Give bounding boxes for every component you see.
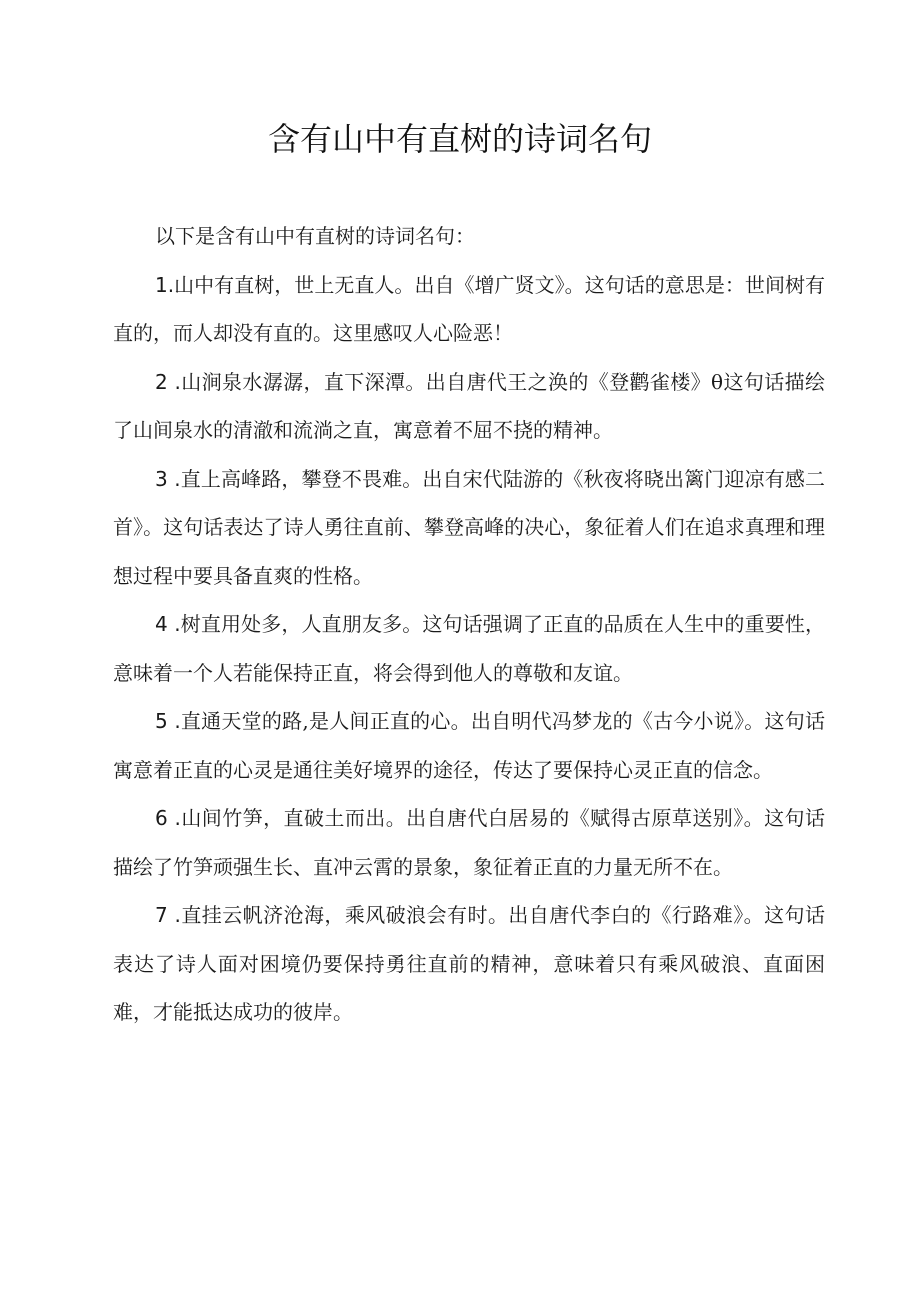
list-item (113, 794, 825, 891)
item-number: 5 . (155, 709, 181, 733)
item-number: 3 . (155, 466, 181, 491)
list-item (113, 358, 825, 455)
item-text: 树直用处多，人直朋友多。这句话强调了正直的品质在人生中的重要性，意味着一个人若能保持正直，将会得到他人的尊敬和友谊。 (113, 612, 825, 685)
item-number: 6 . (155, 806, 181, 830)
item-number: 1. (155, 272, 175, 297)
list-item (113, 261, 825, 358)
item-number: 4 . (155, 612, 181, 636)
item-text: 直上高峰路，攀登不畏难。出自宋代陆游的《秋夜将晓出篱门迎凉有感二首》。这句话表达了诗人勇往直前、攀登高峰的决心，象征着人们在追求真理和理想过程中要具备直爽的性格。 (113, 466, 825, 588)
list-item (113, 891, 825, 1037)
item-text: 山间竹笋，直破土而出。出自唐代白居易的《赋得古原草送别》。这句话描绘了竹笋顽强生长、直冲云霄的景象，象征着正直的力量无所不在。 (113, 806, 825, 879)
list-item (113, 455, 825, 601)
intro-paragraph: 以下是含有山中有直树的诗词名句： (155, 224, 475, 248)
item-text: 直通天堂的路,是人间正直的心。出自明代冯梦龙的《古今小说》。这句话寓意着正直的心灵是通往美好境界的途径，传达了要保持心灵正直的信念。 (113, 709, 825, 782)
list-item (113, 600, 825, 697)
document-title: 含有山中有直树的诗词名句 (267, 120, 652, 158)
item-text: 直挂云帆济沧海，乘风破浪会有时。出自唐代李白的《行路难》。这句话表达了诗人面对困境仍要保持勇往直前的精神，意味着只有乘风破浪、直面困难，才能抵达成功的彼岸。 (113, 903, 825, 1024)
item-text: 山涧泉水潺潺，直下深潭。出自唐代王之涣的《登鹳雀楼》θ这句话描绘了山间泉水的清澈和流淌之直，寓意着不屈不挠的精神。 (113, 369, 825, 442)
document-body (113, 212, 825, 1037)
list-item (113, 697, 825, 794)
item-number: 2 . (155, 369, 181, 394)
item-text: 山中有直树，世上无直人。出自《增广贤文》。这句话的意思是：世间树有直的，而人却没有直的。这里感叹人心险恶！ (113, 272, 825, 345)
item-number: 7 . (155, 903, 181, 927)
